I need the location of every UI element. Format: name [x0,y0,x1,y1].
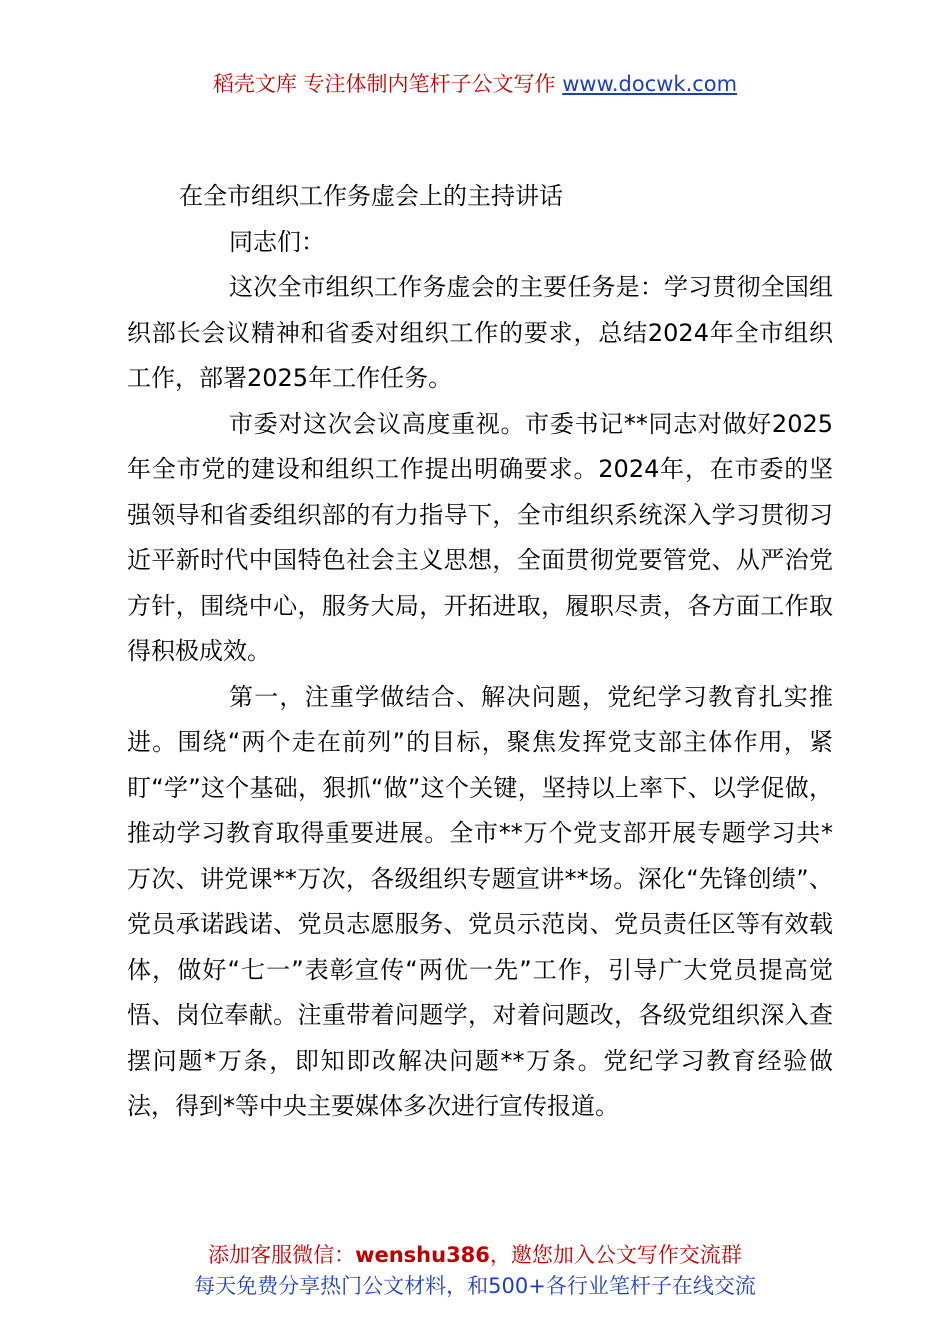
footer-promo-line: 每天免费分享热门公文材料，和500+各行业笔杆子在线交流 [194,1274,756,1298]
salutation: 同志们： [229,227,325,256]
paragraph-2: 市委对这次会议高度重视。市委书记**同志对做好2025年全市党的建设和组织工作提出明确要求。2024年，在市委的坚强领导和省委组织部的有力指导下，全市组织系统深入学习贯彻习近平新时代中国特色社会主义思想，全面贯彻党要管党、从严治党方针，围绕中心，服务大局，开拓进取，履职尽责，各方面工作取得积极成效。 [127,409,833,665]
paragraph-3: 第一，注重学做结合、解决问题，党纪学习教育扎实推进。围绕“两个走在前列”的目标，聚焦发挥党支部主体作用，紧盯“学”这个基础，狠抓“做”这个关键，坚持以上率下、以学促做，推动学习教育取得重要进展。全市**万个党支部开展专题学习共*万次、讲党课**万次，各级组织专题宣讲**场。深化“先锋创绩”、党员承诺践诺、党员志愿服务、党员示范岗、党员责任区等有效载体，做好“七一”表彰宣传“两优一先”工作，引导广大党员提高觉悟、岗位奉献。注重带着问题学，对着问题改，各级党组织深入查摆问题*万条，即知即改解决问题**万条。党纪学习教育经验做法，得到*等中央主要媒体多次进行宣传报道。 [127,682,833,1120]
footer-contact-suffix: ，邀您加入公文写作交流群 [489,1243,742,1267]
document-title: 在全市组织工作务虚会上的主持讲话 [179,182,563,210]
paragraph-1: 这次全市组织工作务虚会的主要任务是：学习贯彻全国组织部长会议精神和省委对组织工作的要求，总结2024年全市组织工作，部署2025年工作任务。 [127,273,833,392]
site-url-link[interactable]: www.docwk.com [562,72,738,96]
wechat-id: wenshu386 [355,1243,490,1267]
page-footer [0,1240,950,1302]
page-header [0,68,950,100]
footer-contact-line [0,1240,950,1271]
footer-contact-prefix: 添加客服微信： [208,1243,356,1267]
brand-slogan: 稻壳文库 专注体制内笔杆子公文写作 [212,72,556,96]
document-body [127,174,833,1130]
